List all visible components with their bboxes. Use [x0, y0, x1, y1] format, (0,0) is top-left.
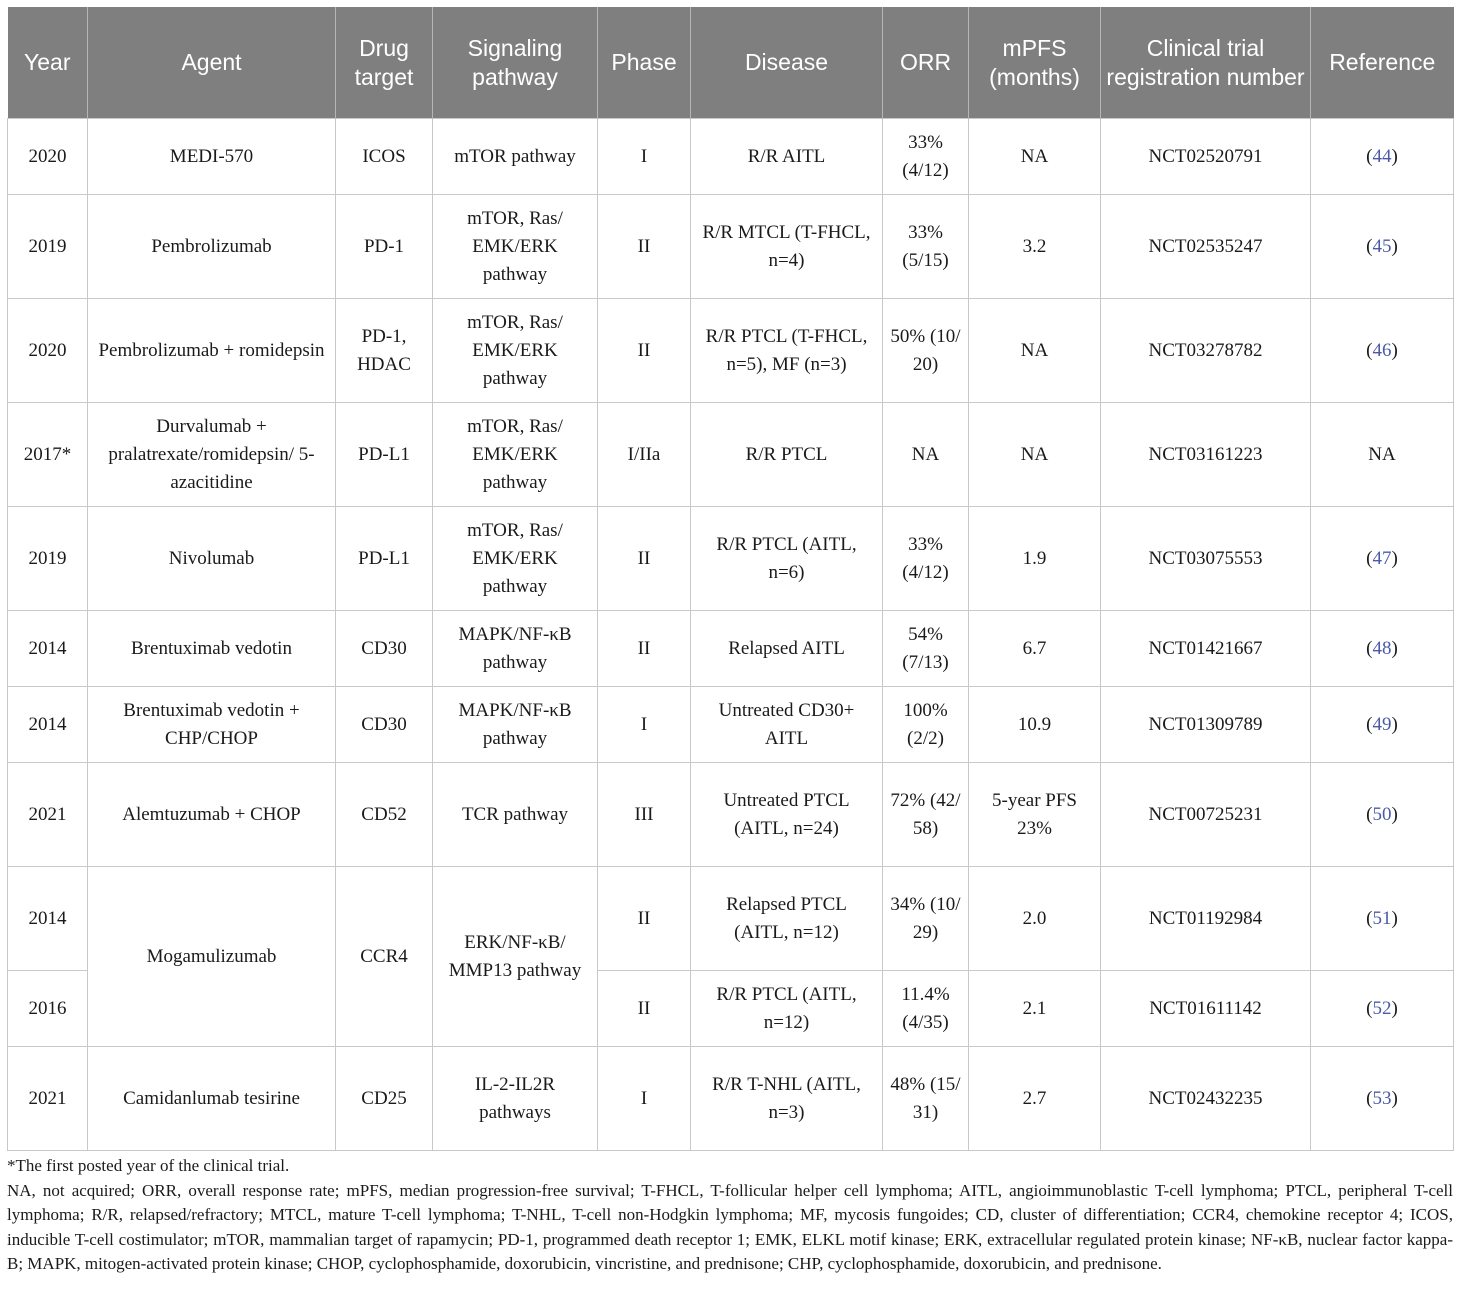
cell-pathway: MAPK/NF-κB pathway	[433, 687, 598, 763]
cell-agent: Brentuximab vedotin	[88, 611, 336, 687]
cell-reference: (49)	[1311, 687, 1454, 763]
cell-disease: Relapsed AITL	[691, 611, 883, 687]
cell-phase: I	[598, 1047, 691, 1151]
reference-link[interactable]: 51	[1372, 907, 1392, 929]
cell-reference: (47)	[1311, 507, 1454, 611]
cell-orr: 100% (2/2)	[883, 687, 969, 763]
table-row	[8, 763, 1454, 867]
cell-target: CD30	[336, 687, 433, 763]
header-drug-target: Drug target	[336, 7, 433, 119]
cell-disease: R/R MTCL (T-FHCL, n=4)	[691, 195, 883, 299]
reference-link[interactable]: 50	[1372, 803, 1392, 825]
cell-year: 2017*	[8, 403, 88, 507]
header-orr: ORR	[883, 7, 969, 119]
cell-mpfs: NA	[969, 299, 1101, 403]
cell-phase: II	[598, 611, 691, 687]
cell-pathway: IL-2-IL2R pathways	[433, 1047, 598, 1151]
reference-link[interactable]: 47	[1372, 547, 1392, 569]
cell-target: ICOS	[336, 119, 433, 195]
table-container	[7, 7, 1453, 1151]
cell-mpfs: 1.9	[969, 507, 1101, 611]
cell-trial: NCT02520791	[1101, 119, 1311, 195]
cell-phase: I	[598, 687, 691, 763]
cell-trial: NCT01192984	[1101, 867, 1311, 971]
cell-pathway: mTOR pathway	[433, 119, 598, 195]
cell-mpfs: NA	[969, 119, 1101, 195]
table-row	[8, 1047, 1454, 1151]
table-row	[8, 687, 1454, 763]
cell-year: 2020	[8, 299, 88, 403]
cell-agent: Nivolumab	[88, 507, 336, 611]
cell-target: CD52	[336, 763, 433, 867]
cell-year: 2021	[8, 763, 88, 867]
header-disease: Disease	[691, 7, 883, 119]
cell-year: 2016	[8, 971, 88, 1047]
cell-agent: MEDI-570	[88, 119, 336, 195]
cell-reference: (46)	[1311, 299, 1454, 403]
cell-year: 2014	[8, 687, 88, 763]
cell-year: 2014	[8, 611, 88, 687]
cell-disease: R/R AITL	[691, 119, 883, 195]
cell-pathway: ERK/NF-κB/ MMP13 pathway	[433, 867, 598, 1047]
cell-pathway: TCR pathway	[433, 763, 598, 867]
cell-orr: 33% (5/15)	[883, 195, 969, 299]
cell-pathway: MAPK/NF-κB pathway	[433, 611, 598, 687]
cell-mpfs: NA	[969, 403, 1101, 507]
cell-agent: Durvalumab + pralatrexate/romidepsin/ 5-azacitidine	[88, 403, 336, 507]
cell-agent: Alemtuzumab + CHOP	[88, 763, 336, 867]
cell-trial: NCT00725231	[1101, 763, 1311, 867]
cell-pathway: mTOR, Ras/ EMK/ERK pathway	[433, 195, 598, 299]
cell-phase: II	[598, 971, 691, 1047]
reference-link[interactable]: 45	[1372, 235, 1392, 257]
reference-link[interactable]: 46	[1372, 339, 1392, 361]
cell-orr: 34% (10/ 29)	[883, 867, 969, 971]
cell-phase: II	[598, 867, 691, 971]
cell-orr: 33% (4/12)	[883, 119, 969, 195]
cell-year: 2014	[8, 867, 88, 971]
cell-trial: NCT02432235	[1101, 1047, 1311, 1151]
cell-trial: NCT03161223	[1101, 403, 1311, 507]
cell-phase: III	[598, 763, 691, 867]
reference-link[interactable]: 52	[1372, 997, 1392, 1019]
cell-mpfs: 10.9	[969, 687, 1101, 763]
clinical-trials-table	[7, 7, 1454, 1151]
table-row	[8, 299, 1454, 403]
cell-mpfs: 2.7	[969, 1047, 1101, 1151]
cell-orr: 48% (15/ 31)	[883, 1047, 969, 1151]
reference-link[interactable]: 48	[1372, 637, 1392, 659]
cell-disease: R/R PTCL (T-FHCL, n=5), MF (n=3)	[691, 299, 883, 403]
cell-year: 2019	[8, 195, 88, 299]
abbreviations-footnote: NA, not acquired; ORR, overall response rate; mPFS, median progression-free survival; T-FHCL, T-follicular helper cell lymphoma; AITL, angioimmunoblastic T-cell lymphoma; PTCL, peripheral T-cell lymphoma; R/R, relapsed/refractory; MTCL, mature T-cell lymphoma; T-NHL, T-cell non-Hodgkin lymphoma; MF, mycosis fungoides; CD, cluster of differentiation; CCR4, chemokine receptor 4; ICOS, inducible T-cell costimulator; mTOR, mammalian target of rapamycin; PD-1, programmed death receptor 1; EMK, ELKL motif kinase; ERK, extracellular regulated protein kinase; NF-κB, nuclear factor kappa-B; MAPK, mitogen-activated protein kinase; CHOP, cyclophosphamide, doxorubicin, vincristine, and prednisone; CHP, cyclophosphamide, doxorubicin, and prednisone.	[7, 1180, 1453, 1273]
cell-phase: II	[598, 195, 691, 299]
table-row	[8, 507, 1454, 611]
cell-target: PD-L1	[336, 507, 433, 611]
header-row	[8, 7, 1454, 119]
table-row	[8, 195, 1454, 299]
header-year: Year	[8, 7, 88, 119]
header-trial-number: Clinical trial registration number	[1101, 7, 1311, 119]
cell-target: PD-1, HDAC	[336, 299, 433, 403]
asterisk-footnote: *The first posted year of the clinical trial.	[7, 1156, 290, 1175]
table-footnotes	[7, 1154, 1453, 1277]
table-row	[8, 867, 1454, 971]
cell-orr: 72% (42/ 58)	[883, 763, 969, 867]
cell-reference: (48)	[1311, 611, 1454, 687]
cell-reference: (44)	[1311, 119, 1454, 195]
cell-reference: (53)	[1311, 1047, 1454, 1151]
cell-reference: (52)	[1311, 971, 1454, 1047]
cell-orr: 33% (4/12)	[883, 507, 969, 611]
reference-link[interactable]: 49	[1372, 713, 1392, 735]
cell-orr: 50% (10/ 20)	[883, 299, 969, 403]
cell-target: CCR4	[336, 867, 433, 1047]
cell-reference: (45)	[1311, 195, 1454, 299]
header-agent: Agent	[88, 7, 336, 119]
header-phase: Phase	[598, 7, 691, 119]
cell-trial: NCT02535247	[1101, 195, 1311, 299]
cell-agent: Pembrolizumab + romidepsin	[88, 299, 336, 403]
cell-disease: R/R PTCL	[691, 403, 883, 507]
cell-target: CD25	[336, 1047, 433, 1151]
cell-mpfs: 3.2	[969, 195, 1101, 299]
cell-disease: Untreated CD30+ AITL	[691, 687, 883, 763]
cell-agent: Camidanlumab tesirine	[88, 1047, 336, 1151]
table-row	[8, 119, 1454, 195]
cell-trial: NCT01309789	[1101, 687, 1311, 763]
cell-disease: R/R PTCL (AITL, n=6)	[691, 507, 883, 611]
cell-orr: 11.4% (4/35)	[883, 971, 969, 1047]
reference-link[interactable]: 53	[1372, 1087, 1392, 1109]
cell-disease: R/R T-NHL (AITL, n=3)	[691, 1047, 883, 1151]
cell-orr: 54% (7/13)	[883, 611, 969, 687]
cell-target: CD30	[336, 611, 433, 687]
cell-orr: NA	[883, 403, 969, 507]
cell-phase: I	[598, 119, 691, 195]
cell-mpfs: 2.0	[969, 867, 1101, 971]
cell-agent: Mogamulizumab	[88, 867, 336, 1047]
cell-trial: NCT03278782	[1101, 299, 1311, 403]
cell-phase: II	[598, 299, 691, 403]
cell-mpfs: 2.1	[969, 971, 1101, 1047]
cell-trial: NCT01611142	[1101, 971, 1311, 1047]
cell-trial: NCT01421667	[1101, 611, 1311, 687]
cell-mpfs: 5-year PFS 23%	[969, 763, 1101, 867]
cell-pathway: mTOR, Ras/ EMK/ERK pathway	[433, 299, 598, 403]
cell-phase: I/IIa	[598, 403, 691, 507]
cell-trial: NCT03075553	[1101, 507, 1311, 611]
reference-link[interactable]: 44	[1372, 145, 1392, 167]
header-signaling-pathway: Signaling pathway	[433, 7, 598, 119]
cell-mpfs: 6.7	[969, 611, 1101, 687]
cell-pathway: mTOR, Ras/ EMK/ERK pathway	[433, 403, 598, 507]
cell-reference: (51)	[1311, 867, 1454, 971]
header-mpfs: mPFS (months)	[969, 7, 1101, 119]
cell-year: 2020	[8, 119, 88, 195]
cell-reference: NA	[1311, 403, 1454, 507]
cell-disease: Untreated PTCL (AITL, n=24)	[691, 763, 883, 867]
header-reference: Reference	[1311, 7, 1454, 119]
cell-reference: (50)	[1311, 763, 1454, 867]
cell-year: 2021	[8, 1047, 88, 1151]
cell-pathway: mTOR, Ras/ EMK/ERK pathway	[433, 507, 598, 611]
table-row	[8, 611, 1454, 687]
table-row	[8, 403, 1454, 507]
cell-year: 2019	[8, 507, 88, 611]
cell-disease: Relapsed PTCL (AITL, n=12)	[691, 867, 883, 971]
cell-target: PD-L1	[336, 403, 433, 507]
cell-agent: Brentuximab vedotin + CHP/CHOP	[88, 687, 336, 763]
cell-agent: Pembrolizumab	[88, 195, 336, 299]
cell-disease: R/R PTCL (AITL, n=12)	[691, 971, 883, 1047]
cell-phase: II	[598, 507, 691, 611]
cell-target: PD-1	[336, 195, 433, 299]
